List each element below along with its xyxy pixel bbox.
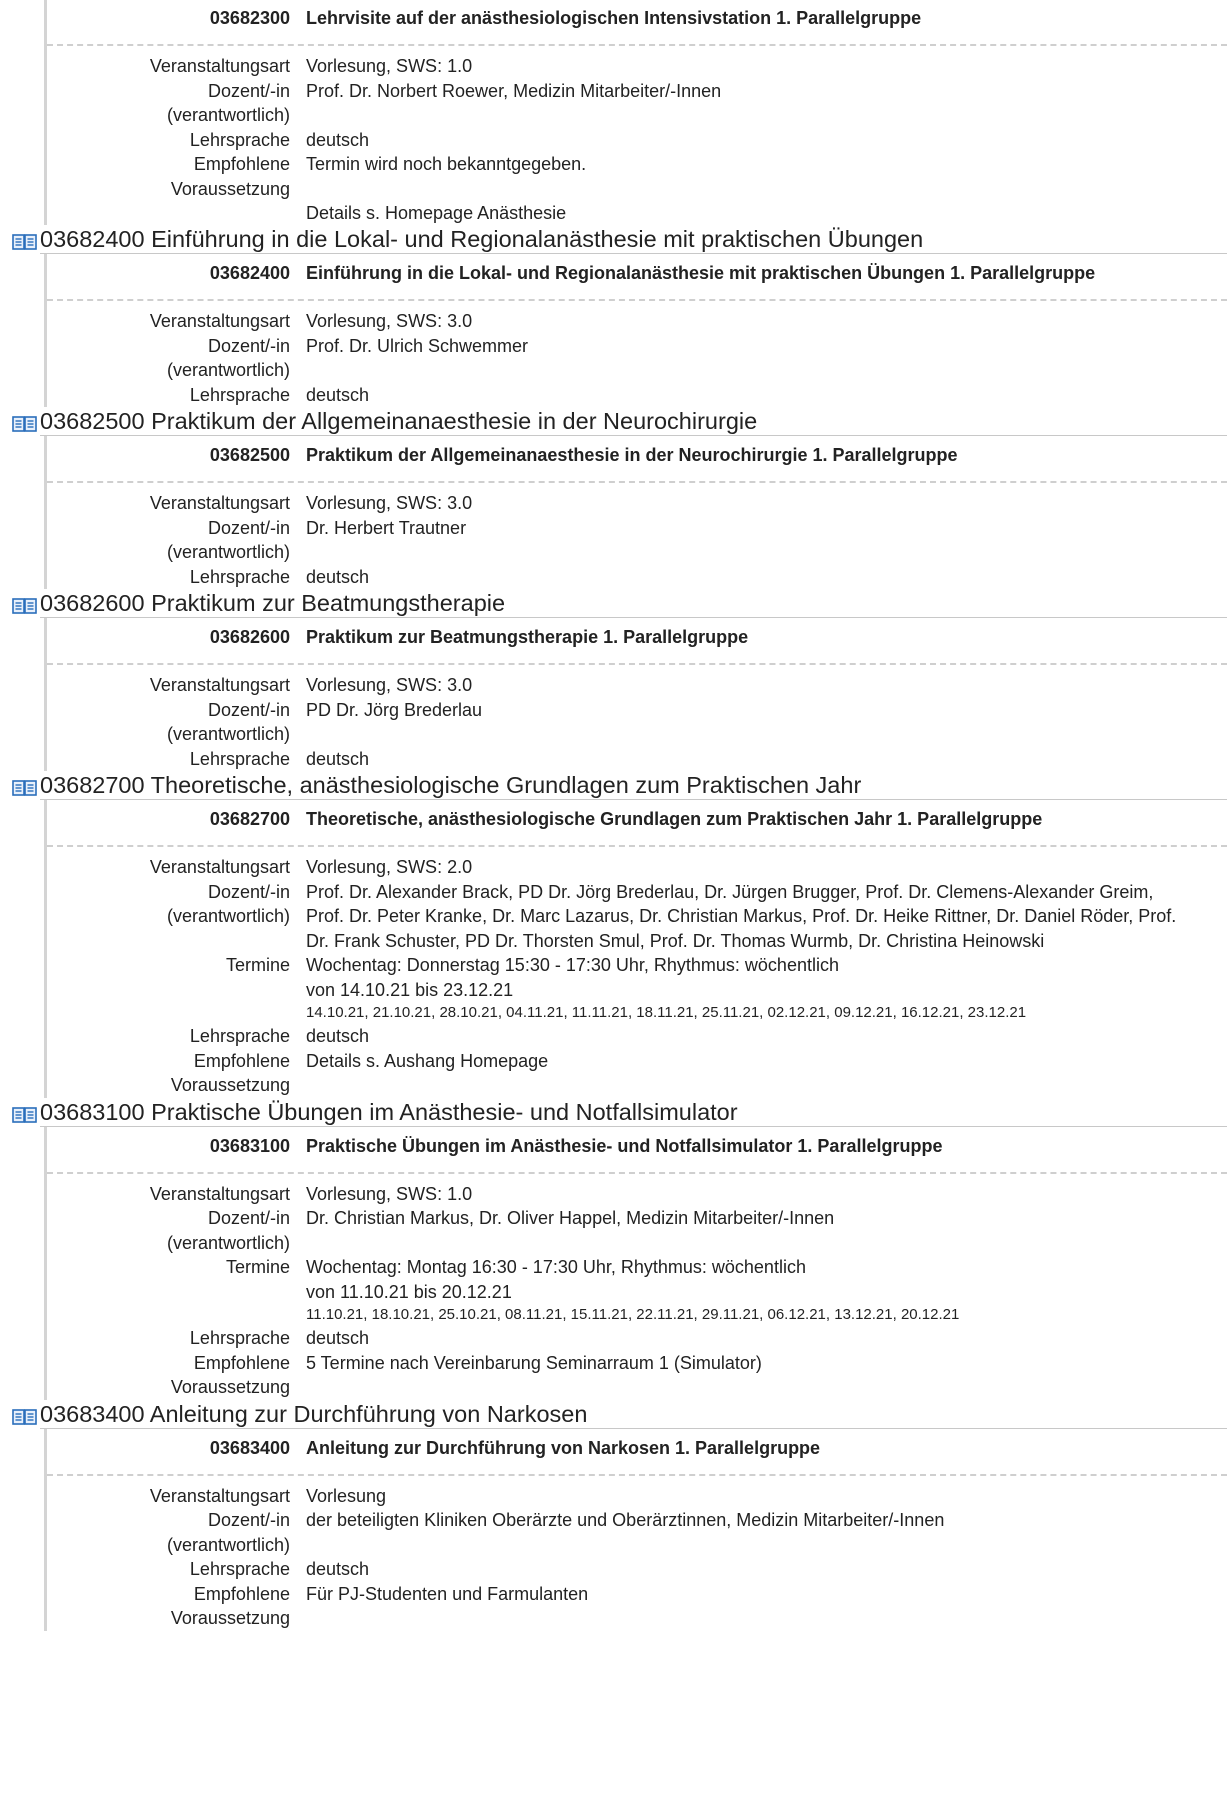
dates-value (290, 953, 1227, 1024)
book-icon (12, 1408, 37, 1426)
type-value: Vorlesung, SWS: 3.0 (306, 493, 473, 513)
detail-row (47, 1582, 1227, 1631)
parallel-group (44, 436, 1227, 589)
dates-list: 14.10.21, 21.10.21, 28.10.21, 04.11.21, 11.11.21, 18.11.21, 25.11.21, 02.12.21, 09.12.21, 16.12.21, 23.12.21 (306, 1004, 1027, 1021)
prerequisite-label: Empfohlene Voraussetzung (170, 1583, 290, 1628)
type-value: Vorlesung, SWS: 3.0 (306, 311, 473, 331)
detail-row (47, 1174, 1227, 1207)
course-title[interactable] (0, 407, 1227, 436)
lecturer-label: Dozent/-in (verantwortlich) (166, 1208, 290, 1253)
detail-row (47, 1049, 1227, 1098)
parallel-group (44, 618, 1227, 771)
language-value: deutsch (306, 1026, 370, 1046)
group-number: 03682600 (209, 627, 290, 647)
language-label: Lehrsprache (189, 566, 290, 587)
prerequisite-extra: Details s. Homepage Anästhesie (306, 202, 567, 223)
prerequisite-value (290, 152, 1227, 225)
detail-row (47, 1557, 1227, 1582)
group-header (47, 436, 1227, 483)
group-title[interactable]: Praktikum zur Beatmungstherapie 1. Parallelgruppe (306, 627, 749, 647)
lecturer-label: Dozent/-in (verantwortlich) (166, 1510, 290, 1555)
course-title-text[interactable]: 03683400 Anleitung zur Durchführung von Narkosen (40, 1400, 588, 1427)
parallel-group (44, 1127, 1227, 1400)
detail-row (47, 565, 1227, 590)
detail-row (47, 301, 1227, 334)
detail-row (47, 880, 1227, 954)
dates-label: Termine (225, 1257, 290, 1277)
language-value: deutsch (306, 384, 370, 405)
language-value: deutsch (306, 129, 370, 150)
course-title-text[interactable]: 03683100 Praktische Übungen im Anästhesie- und Notfallsimulator (40, 1098, 738, 1125)
group-number: 03683400 (209, 1437, 290, 1458)
detail-row (47, 1508, 1227, 1557)
course-title-text[interactable]: 03682500 Praktikum der Allgemeinanaesthesie in der Neurochirurgie (40, 408, 758, 434)
language-label: Lehrsprache (189, 129, 290, 150)
detail-row (47, 1476, 1227, 1509)
detail-row (47, 334, 1227, 383)
prerequisite-label: Empfohlene Voraussetzung (170, 154, 290, 199)
type-label: Veranstaltungsart (149, 1183, 290, 1204)
language-label: Lehrsprache (189, 1328, 290, 1348)
course-title-text[interactable]: 03682600 Praktikum zur Beatmungstherapie (40, 590, 506, 616)
type-label: Veranstaltungsart (149, 675, 290, 695)
detail-row (47, 383, 1227, 408)
parallel-group (44, 254, 1227, 407)
language-label: Lehrsprache (189, 1559, 290, 1579)
language-value: deutsch (306, 748, 370, 769)
book-icon (12, 415, 37, 433)
lecturer-value: Prof. Dr. Ulrich Schwemmer (306, 335, 529, 356)
course-title[interactable] (0, 771, 1227, 800)
course-title[interactable] (0, 589, 1227, 618)
detail-row (47, 152, 1227, 225)
group-title[interactable]: Theoretische, anästhesiologische Grundlagen zum Praktischen Jahr 1. Parallelgruppe (306, 809, 1043, 829)
lecturer-value: Prof. Dr. Alexander Brack, PD Dr. Jörg Brederlau, Dr. Jürgen Brugger, Prof. Dr. Clemens-Alexander Greim, Prof. Dr. Peter Kranke, Dr. Marc Lazarus, Dr. Christian Markus, Prof. Dr. Heike Rittner, Dr. Daniel Röder, Prof. Dr. Frank Schuster, PD Dr. Thorsten Smul, Prof. Dr. Thomas Wurmb, Dr. Christina Heinowski (306, 881, 1177, 951)
type-label: Veranstaltungsart (149, 857, 290, 877)
dates-range: von 14.10.21 bis 23.12.21 (306, 979, 514, 1000)
parallel-group (44, 1429, 1227, 1631)
group-number: 03683100 (209, 1135, 290, 1156)
type-label: Veranstaltungsart (149, 1485, 290, 1506)
parallel-group (44, 800, 1227, 1098)
lecturer-label: Dozent/-in (verantwortlich) (166, 80, 290, 125)
group-number: 03682500 (209, 445, 290, 465)
group-header (47, 0, 1227, 46)
lecturer-value: Dr. Christian Markus, Dr. Oliver Happel, Medizin Mitarbeiter/-Innen (306, 1208, 835, 1228)
type-value: Vorlesung (306, 1485, 387, 1506)
lecturer-value: PD Dr. Jörg Brederlau (306, 699, 483, 720)
type-label: Veranstaltungsart (149, 56, 290, 76)
group-number: 03682700 (209, 809, 290, 829)
group-number: 03682300 (209, 8, 290, 28)
detail-row (47, 665, 1227, 698)
dates-list: 11.10.21, 18.10.21, 25.10.21, 08.11.21, 15.11.21, 22.11.21, 29.11.21, 06.12.21, 13.12.21, 20.12.21 (306, 1306, 960, 1323)
prerequisite-label: Empfohlene Voraussetzung (170, 1352, 290, 1397)
course-title[interactable] (0, 225, 1227, 254)
parallel-group (44, 0, 1227, 225)
detail-row (47, 483, 1227, 516)
type-label: Veranstaltungsart (149, 311, 290, 331)
lecturer-label: Dozent/-in (verantwortlich) (166, 335, 290, 380)
type-value: Vorlesung, SWS: 2.0 (306, 857, 473, 877)
type-value: Vorlesung, SWS: 1.0 (306, 1183, 473, 1204)
lecturer-label: Dozent/-in (verantwortlich) (166, 881, 290, 926)
dates-value (290, 1255, 1227, 1326)
dates-label: Termine (225, 955, 290, 975)
course-title[interactable] (0, 1098, 1227, 1127)
course-title[interactable] (0, 1400, 1227, 1429)
course-title-text[interactable]: 03682700 Theoretische, anästhesiologische Grundlagen zum Praktischen Jahr (40, 772, 862, 798)
detail-row (47, 1255, 1227, 1326)
detail-row (47, 1024, 1227, 1049)
book-icon (12, 779, 37, 797)
book-icon (12, 233, 37, 251)
type-label: Veranstaltungsart (149, 493, 290, 513)
lecturer-label: Dozent/-in (verantwortlich) (166, 699, 290, 744)
prerequisite-label: Empfohlene Voraussetzung (170, 1050, 290, 1095)
lecturer-label: Dozent/-in (verantwortlich) (166, 517, 290, 562)
detail-row (47, 128, 1227, 153)
language-label: Lehrsprache (189, 384, 290, 405)
course-title-text[interactable]: 03682400 Einführung in die Lokal- und Regionalanästhesie mit praktischen Übungen (40, 226, 924, 252)
group-header (47, 254, 1227, 301)
language-label: Lehrsprache (189, 1026, 290, 1046)
language-value: deutsch (306, 1559, 370, 1579)
type-value: Vorlesung, SWS: 3.0 (306, 675, 473, 695)
lecturer-value: der beteiligten Kliniken Oberärzte und Oberärztinnen, Medizin Mitarbeiter/-Innen (306, 1510, 945, 1530)
book-icon (12, 1106, 37, 1124)
dates-weekday: Wochentag: Montag 16:30 - 17:30 Uhr, Rhythmus: wöchentlich (306, 1257, 806, 1277)
language-value: deutsch (306, 566, 370, 587)
detail-row (47, 698, 1227, 747)
detail-row (47, 516, 1227, 565)
group-number: 03682400 (209, 263, 290, 283)
language-value: deutsch (306, 1328, 370, 1348)
group-title[interactable]: Praktische Übungen im Anästhesie- und Notfallsimulator 1. Parallelgruppe (306, 1135, 943, 1156)
book-icon (12, 597, 37, 615)
dates-weekday: Wochentag: Donnerstag 15:30 - 17:30 Uhr, Rhythmus: wöchentlich (306, 955, 839, 975)
detail-row (47, 46, 1227, 79)
type-value: Vorlesung, SWS: 1.0 (306, 56, 473, 76)
lecturer-value: Dr. Herbert Trautner (306, 517, 467, 538)
detail-row (47, 847, 1227, 880)
prerequisite-value: Details s. Aushang Homepage (306, 1050, 549, 1071)
prerequisite-text: Termin wird noch bekanntgegeben. (306, 154, 587, 174)
group-header (47, 1127, 1227, 1174)
lecturer-value: Prof. Dr. Norbert Roewer, Medizin Mitarbeiter/-Innen (306, 80, 722, 101)
detail-row (47, 79, 1227, 128)
group-title[interactable]: Praktikum der Allgemeinanaesthesie in der Neurochirurgie 1. Parallelgruppe (306, 445, 958, 465)
prerequisite-value: 5 Termine nach Vereinbarung Seminarraum 1 (Simulator) (306, 1352, 762, 1373)
group-title[interactable]: Einführung in die Lokal- und Regionalanästhesie mit praktischen Übungen 1. Parallelgruppe (306, 263, 1096, 283)
group-title[interactable]: Lehrvisite auf der anästhesiologischen Intensivstation 1. Parallelgruppe (306, 8, 922, 28)
group-header (47, 1429, 1227, 1476)
group-title[interactable]: Anleitung zur Durchführung von Narkosen 1. Parallelgruppe (306, 1437, 821, 1458)
detail-row (47, 1206, 1227, 1255)
detail-row (47, 953, 1227, 1024)
prerequisite-value: Für PJ-Studenten und Farmulanten (306, 1583, 589, 1604)
group-header (47, 800, 1227, 847)
detail-row (47, 747, 1227, 772)
detail-row (47, 1351, 1227, 1400)
dates-range: von 11.10.21 bis 20.12.21 (306, 1281, 512, 1302)
group-header (47, 618, 1227, 665)
language-label: Lehrsprache (189, 748, 290, 769)
detail-row (47, 1326, 1227, 1351)
